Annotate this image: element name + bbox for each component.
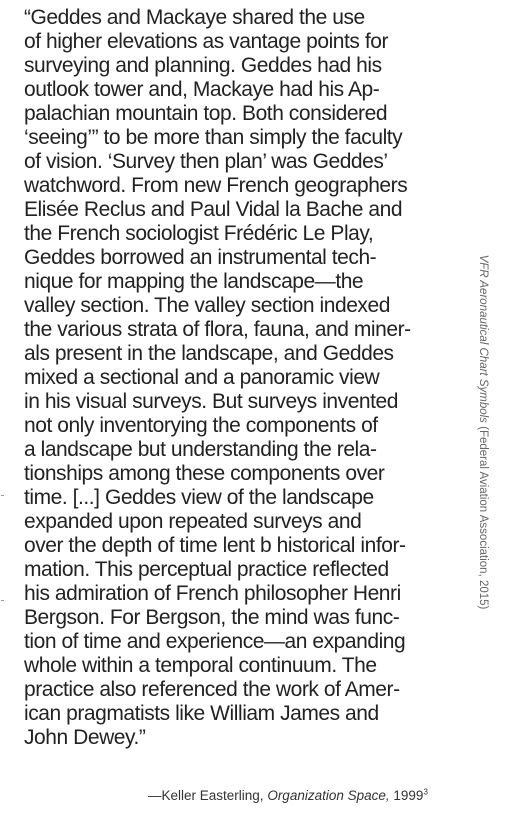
quote-block: [24, 6, 452, 750]
quote-line: “Geddes and Mackaye shared the use: [24, 6, 365, 29]
quote-line: mation. This perceptual practice reflected: [24, 558, 389, 581]
quote-attribution: [148, 788, 428, 804]
attribution-author: —Keller Easterling,: [148, 788, 268, 803]
quote-line: tionships among these components over: [24, 462, 385, 485]
quote-line: the French sociologist Frédéric Le Play,: [24, 222, 374, 245]
quote-line: watchword. From new French geographers: [24, 174, 408, 197]
quote-line: outlook tower and, Mackaye had his Ap-: [24, 78, 380, 101]
quote-line: Elisée Reclus and Paul Vidal la Bache and: [24, 198, 403, 221]
figure-caption-vertical: [477, 255, 489, 610]
quote-line: Geddes borrowed an instrumental tech-: [24, 246, 377, 269]
quote-line: palachian mountain top. Both considered: [24, 102, 388, 125]
caption-source: (Federal Aviation Association, 2015): [477, 422, 489, 610]
quote-line: valley section. The valley section indexed: [24, 294, 390, 317]
margin-tick-mark: [1, 600, 4, 601]
quote-line: surveying and planning. Geddes had his: [24, 54, 382, 77]
quote-line: expanded upon repeated surveys and: [24, 510, 362, 533]
quote-line: his admiration of French philosopher Henri: [24, 582, 401, 605]
quote-line: practice also referenced the work of Amer-: [24, 678, 400, 701]
quote-line: Bergson. For Bergson, the mind was func-: [24, 606, 400, 629]
quote-line: a landscape but understanding the rela-: [24, 438, 377, 461]
quote-line: the various strata of flora, fauna, and miner-: [24, 318, 411, 341]
quote-line: mixed a sectional and a panoramic view: [24, 366, 380, 389]
margin-tick-mark: [1, 495, 4, 496]
quote-line: of vision. ‘Survey then plan’ was Geddes’: [24, 150, 388, 173]
quote-line: in his visual surveys. But surveys invented: [24, 390, 398, 413]
quote-line: ‘seeing’” to be more than simply the faculty: [24, 126, 403, 149]
quote-line: John Dewey.”: [24, 726, 146, 749]
quote-line: ican pragmatists like William James and: [24, 702, 379, 725]
attribution-year: 1999: [389, 788, 424, 803]
quote-line: nique for mapping the landscape—the: [24, 270, 364, 293]
quote-line: of higher elevations as vantage points for: [24, 30, 389, 53]
caption-title: VFR Aeronautical Chart Symbols: [477, 254, 489, 423]
quote-line: time. [...] Geddes view of the landscape: [24, 486, 374, 509]
quote-line: whole within a temporal continuum. The: [24, 654, 377, 677]
quote-line: tion of time and experience—an expanding: [24, 630, 406, 653]
quote-line: not only inventorying the components of: [24, 414, 378, 437]
attribution-book-title: Organization Space,: [267, 788, 390, 803]
footnote-marker: 3: [423, 787, 428, 797]
quote-line: als present in the landscape, and Geddes: [24, 342, 394, 365]
quote-line: over the depth of time lent b historical infor-: [24, 534, 406, 557]
